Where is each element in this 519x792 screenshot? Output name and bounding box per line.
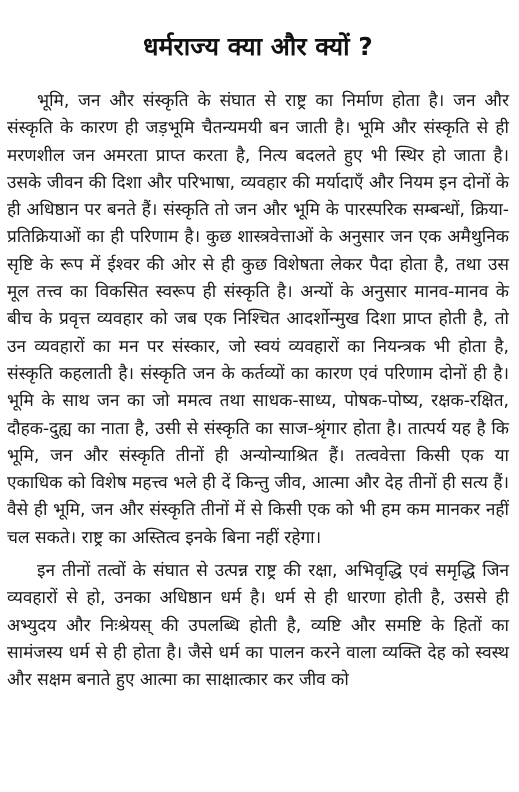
- body-paragraph-1: भूमि, जन और संस्कृति के संघात से राष्ट्र का निर्माण होता है। जन और संस्कृति के कारण ही जड़भूमि चैतन्यमयी बन जाती है। भूमि और संस्कृति से ही मरणशील जन अमरता प्राप्त करता है, नित्य बदलते हुए भी स्थिर हो जाता है। उसके जीवन की दिशा और परिभाषा, व्यवहार की मर्यादाएँ और नियम इन दोनों के ही अधिष्ठान पर बनते हैं। संस्कृति तो जन और भूमि के पारस्परिक सम्बन्धों, क्रिया-प्रतिक्रियाओं का ही परिणाम है। कुछ शास्त्रवेत्ताओं के अनुसार जन एक अमैथुनिक सृष्टि के रूप में ईश्वर की ओर से ही कुछ विशेषता लेकर पैदा होता है, तथा उस मूल तत्त्व का विकसित स्वरूप ही संस्कृति है। अन्यों के अनुसार मानव-मानव के बीच के प्रवृत्त व्यवहार को जब एक निश्चित आदर्शोन्मुख दिशा प्राप्त होती है, तो उन व्यवहारों का मन पर संस्कार, जो स्वयं व्यवहारों का नियन्त्रक भी होता है, संस्कृति कहलाती है। संस्कृति जन के कर्तव्यों का कारण एवं परिणाम दोनों ही है। भूमि के साथ जन का जो ममत्व तथा साधक-साध्य, पोषक-पोष्य, रक्षक-रक्षित, दौहक-दुह्य का नाता है, उसी से संस्कृति का साज-श्रृंगार होता है। तात्पर्य यह है कि भूमि, जन और संस्कृति तीनों ही अन्योन्याश्रित हैं। तत्ववेत्ता किसी एक या एकाधिक को विशेष महत्त्व भले ही दें किन्तु जीव, आत्मा और देह तीनों ही सत्य हैं। वैसे ही भूमि, जन और संस्कृति तीनों में से किसी एक को भी हम कम मानकर नहीं चल सकते। राष्ट्र का अस्तित्व इनके बिना नहीं रहेगा।: [7, 91, 509, 548]
- chapter-title: धर्मराज्य क्या और क्यों ?: [143, 32, 373, 61]
- body-paragraph-2: इन तीनों तत्वों के संघात से उत्पन्न राष्ट्र की रक्षा, अभिवृद्धि एवं समृद्धि जिन व्यवहारों से हो, उनका अधिष्ठान धर्म है। धर्म से ही धारणा होती है, उससे ही अभ्युदय और निःश्रेयस् की उपलब्धि होती है, व्यष्टि और समष्टि के हितों का सामंजस्य धर्म से ही होता है। जैसे धर्म का पालन करने वाला व्यक्ति देह को स्वस्थ और सक्षम बनाते हुए आत्मा का साक्षात्कार कर जीव को: [7, 561, 509, 691]
